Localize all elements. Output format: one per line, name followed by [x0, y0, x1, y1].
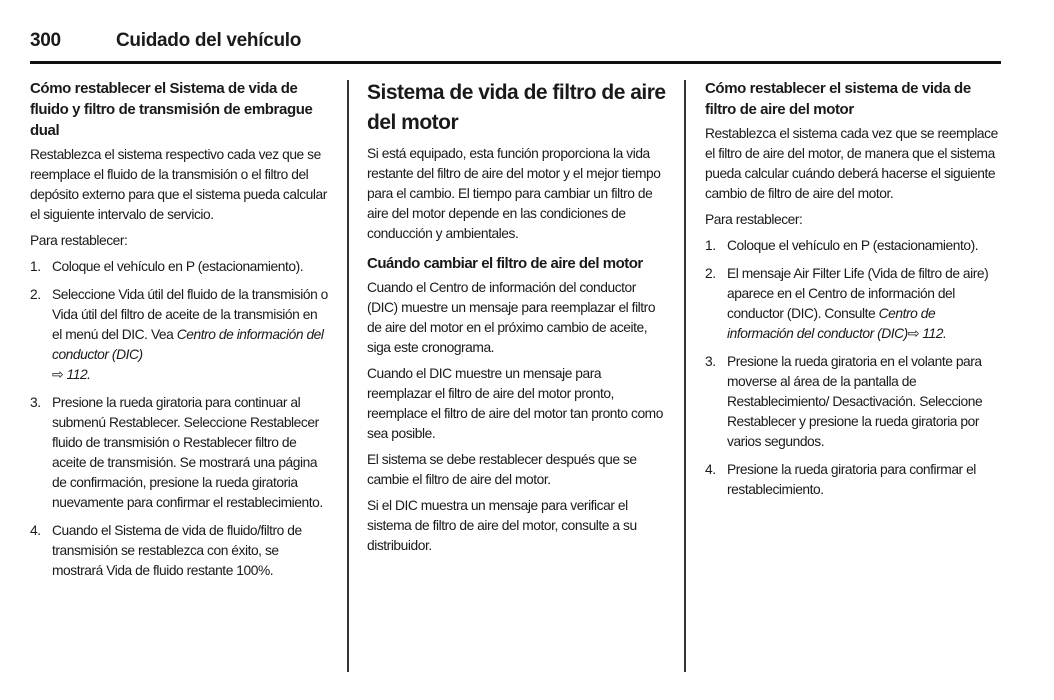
column-1: [30, 78, 330, 589]
step-text: Cuando el Sistema de vida de fluido/filtro de transmisión se restablezca con éxito, se mostrará Vida de fluido restante 100%.: [52, 523, 302, 578]
page-reference[interactable]: 112: [66, 367, 88, 382]
step-number: 2.: [705, 266, 716, 281]
section-heading: Cómo restablecer el sistema de vida de filtro de aire del motor: [705, 80, 971, 118]
paragraph: El sistema se debe restablecer después que se cambie el filtro de aire del motor.: [367, 452, 637, 487]
column-3: [705, 78, 1003, 508]
paragraph: Cuando el DIC muestre un mensaje para reemplazar el filtro de aire del motor pronto, reemplace el filtro de aire del motor tan pronto como sea posible.: [367, 366, 663, 441]
subheading: Cuándo cambiar el filtro de aire del motor: [367, 255, 643, 272]
list-item: [705, 264, 1003, 344]
section-heading: Cómo restablecer el Sistema de vida de fluido y filtro de transmisión de embrague dual: [30, 80, 313, 139]
paragraph: Para restablecer:: [705, 212, 803, 227]
step-text: Seleccione Vida útil del fluido de la transmisión o Vida útil del filtro de aceite de la transmisión en el menú del DIC. Vea: [52, 287, 328, 342]
punctuation: .: [87, 367, 91, 382]
list-item: [30, 393, 330, 513]
step-text: Coloque el vehículo en P (estacionamiento).: [727, 238, 979, 253]
arrow-right-icon: ⇨: [907, 326, 919, 341]
header-rule: [30, 61, 1001, 64]
list-item: [705, 236, 1003, 256]
section-title: Sistema de vida de filtro de aire del motor: [367, 81, 666, 134]
step-number: 3.: [30, 395, 41, 410]
step-number: 4.: [705, 462, 716, 477]
paragraph: Cuando el Centro de información del conductor (DIC) muestre un mensaje para reemplazar el filtro de aire del motor en el próximo cambio de aceite, siga este cronograma.: [367, 280, 656, 355]
page-number: 300: [30, 30, 61, 51]
paragraph: Restablezca el sistema respectivo cada vez que se reemplace el fluido de la transmisión o el filtro del depósito externo para que el sistema pueda calcular el siguiente intervalo de servicio.: [30, 147, 327, 222]
step-text: El mensaje Air Filter Life (Vida de filtro de aire) aparece en el Centro de información del conductor (DIC). Consulte: [727, 266, 989, 321]
steps-list: [705, 236, 1003, 500]
list-item: [30, 257, 330, 277]
section-title: Cuidado del vehículo: [116, 30, 302, 51]
list-item: [705, 352, 1003, 452]
step-text: Presione la rueda giratoria para confirmar el restablecimiento.: [727, 462, 976, 497]
list-item: [30, 285, 330, 385]
punctuation: .: [943, 326, 947, 341]
step-number: 1.: [705, 238, 716, 253]
column-2: [367, 78, 667, 562]
paragraph: Si está equipado, esta función proporciona la vida restante del filtro de aire del motor y el mejor tiempo para el cambio. El tiempo para cambiar un filtro de aire del motor depende en las condiciones de conducción y ambientales.: [367, 146, 661, 241]
step-number: 4.: [30, 523, 41, 538]
column-divider: [347, 80, 349, 672]
step-number: 2.: [30, 287, 41, 302]
step-number: 3.: [705, 354, 716, 369]
list-item: [705, 460, 1003, 500]
cross-reference-link[interactable]: Centro de información del conductor (DIC): [727, 306, 936, 341]
step-text: Presione la rueda giratoria para continuar al submenú Restablecer. Seleccione Restablecer fluido de transmisión o Restablecer filtro de aceite de transmisión. Se mostrará una página de confirmación, presione la rueda giratoria nuevamente para confirmar el restablecimiento.: [52, 395, 323, 510]
cross-reference-link[interactable]: Centro de información del conductor (DIC): [52, 327, 324, 362]
paragraph: Para restablecer:: [30, 233, 128, 248]
step-text: Coloque el vehículo en P (estacionamiento).: [52, 259, 304, 274]
page-header: [30, 30, 301, 52]
step-text: Presione la rueda giratoria en el volante para moverse al área de la pantalla de Restablecimiento/ Desactivación. Seleccione Restablecer y presione la rueda giratoria por varios segundos.: [727, 354, 983, 449]
step-number: 1.: [30, 259, 41, 274]
arrow-right-icon: ⇨: [52, 367, 64, 382]
paragraph: Restablezca el sistema cada vez que se reemplace el filtro de aire del motor, de manera que el sistema pueda calcular cuándo deberá hacerse el siguiente cambio de filtro de aire del motor.: [705, 126, 998, 201]
steps-list: [30, 257, 330, 581]
list-item: [30, 521, 330, 581]
paragraph: Si el DIC muestra un mensaje para verificar el sistema de filtro de aire del motor, consulte a su distribuidor.: [367, 498, 637, 553]
page-reference[interactable]: 112: [922, 326, 943, 341]
column-divider: [684, 80, 686, 672]
